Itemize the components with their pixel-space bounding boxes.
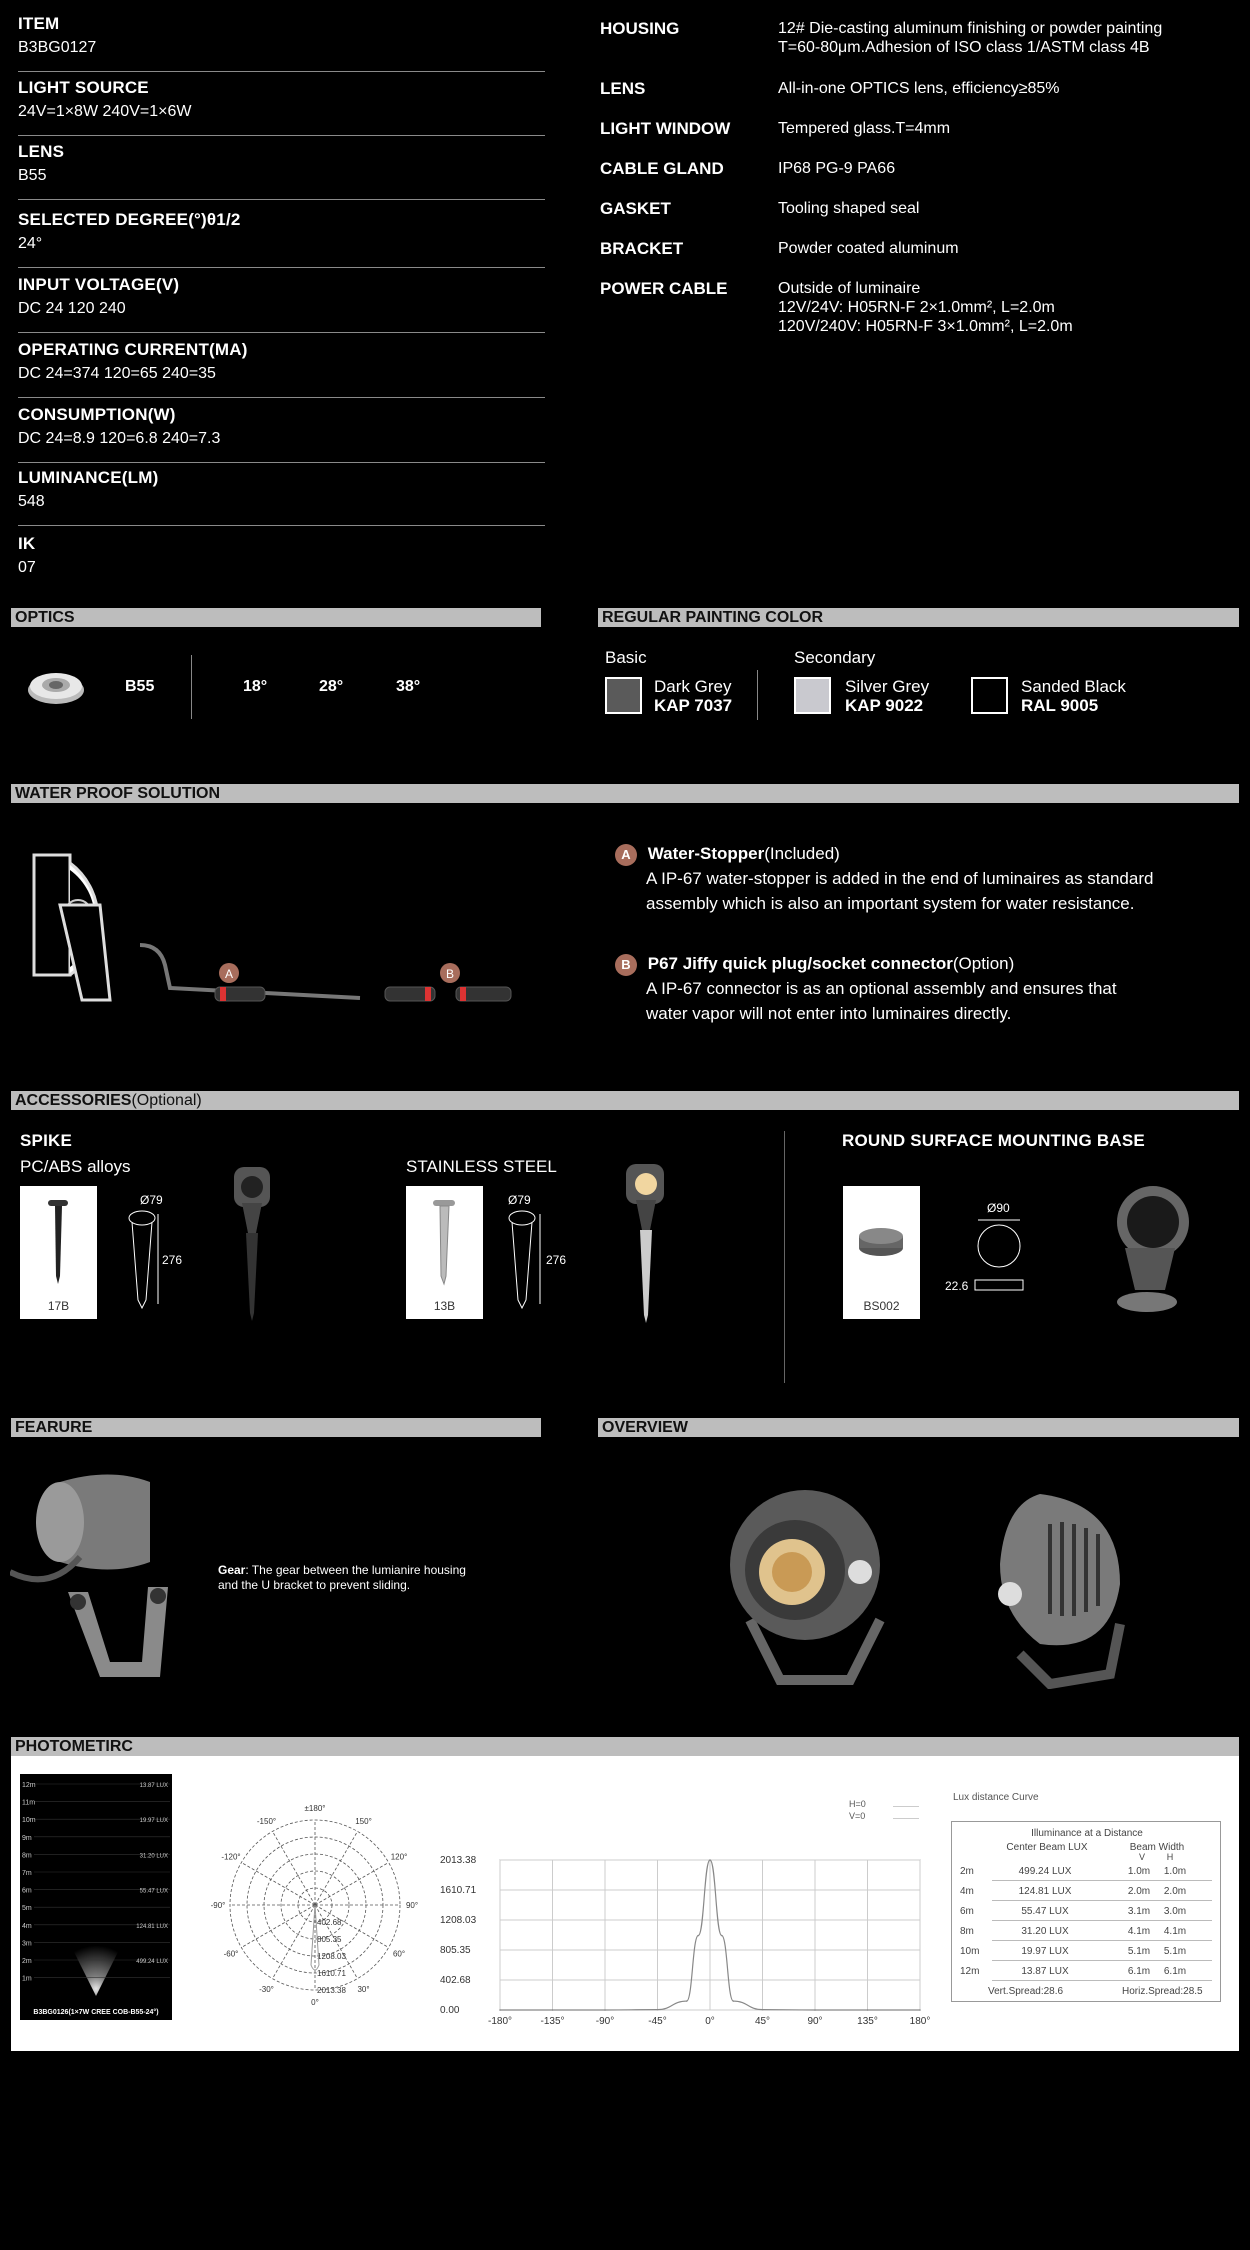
color-swatch-silver-grey [794, 677, 831, 714]
spike-label: SPIKE [20, 1131, 73, 1150]
beam-distance-label: 8m [22, 1852, 32, 1860]
chart-point [721, 1935, 723, 1937]
dimension-text: Ø90 [987, 1201, 1010, 1215]
lux-row-v: 1.0m [1127, 1866, 1151, 1877]
chart-x-tick: 0° [705, 2016, 715, 2025]
water-stopper-desc: assembly which is also an important system for water resistance. [646, 894, 1135, 913]
chart-y-tick: 0.00 [440, 2005, 460, 2016]
color-entry [1021, 677, 1126, 715]
lux-col-h: H [1166, 1852, 1174, 1862]
section-bar-waterproof: WATER PROOF SOLUTION [11, 784, 1239, 803]
material-value-line: 12# Die-casting aluminum finishing or powder painting [778, 20, 1163, 37]
connector-title: P67 Jiffy quick plug/socket connector [647, 954, 953, 973]
lux-row-center: 124.81 LUX [1018, 1886, 1072, 1897]
basic-label: Basic [605, 648, 647, 667]
water-stopper-desc: A IP-67 water-stopper is added in the end of luminaires as standard [646, 869, 1154, 888]
polar-chart [200, 1800, 430, 2010]
polar-angle-label: 120° [390, 1852, 408, 1862]
lux-row-h: 5.1m [1163, 1946, 1187, 1957]
polar-angle-label: 150° [355, 1816, 372, 1826]
material-value: All-in-one OPTICS lens, efficiency≥85% [778, 80, 1060, 97]
gear-label: Gear [218, 1563, 246, 1577]
spec-row-current [18, 340, 545, 398]
optics-angle: 28° [319, 678, 344, 695]
chart-point [919, 2009, 921, 2011]
chart-point [698, 1935, 700, 1937]
material-label: LENS [600, 79, 646, 98]
chart-x-tick: -90° [595, 2016, 615, 2025]
chart-y-tick: 2013.38 [440, 1855, 477, 1866]
polar-angle-label: 90° [405, 1901, 419, 1910]
beam-distance-label: 2m [22, 1958, 32, 1965]
round-base-label: ROUND SURFACE MOUNTING BASE [842, 1131, 1145, 1150]
polar-angle-label: -30° [259, 1985, 274, 1995]
polar-angle-label: ±180° [304, 1804, 326, 1813]
overview-front-image [720, 1480, 890, 1690]
polar-angle-label: -60° [223, 1949, 239, 1959]
spike-17b-card [20, 1186, 97, 1319]
spec-row-light-source [18, 78, 545, 136]
color-name: Sanded Black [1021, 677, 1126, 696]
accessory-code: 17B [47, 1299, 70, 1313]
chart-x-tick: 90° [807, 2016, 823, 2025]
spike-13b-card [406, 1186, 483, 1319]
base-bs002-card [843, 1186, 920, 1319]
section-bar-optics: OPTICS [11, 608, 541, 627]
spec-label: LENS [18, 142, 65, 161]
color-swatch-dark-grey [605, 677, 642, 714]
spec-row-consumption [18, 405, 545, 463]
color-entry [654, 677, 732, 715]
lux-row-center: 499.24 LUX [1018, 1866, 1072, 1877]
spec-row-ik [18, 534, 545, 590]
material-label: LIGHT WINDOW [600, 119, 731, 138]
legend-line [893, 1818, 919, 1819]
color-entry [845, 677, 929, 715]
gear-description [218, 1563, 518, 1593]
beam-distance-label: 5m [22, 1905, 32, 1913]
beam-lux-label: 55.47 LUX [139, 1888, 168, 1895]
polar-value-label: 1208.03 [317, 1952, 346, 1961]
lux-row-h: 1.0m [1163, 1866, 1187, 1877]
beam-distance-label: 3m [22, 1940, 32, 1948]
lux-row-distance: 6m [960, 1906, 974, 1917]
chart-x-tick: 180° [909, 2016, 931, 2025]
polar-angle-label: 0° [311, 1998, 319, 2007]
color-code: KAP 9022 [845, 696, 924, 715]
waterproof-diagram [20, 845, 550, 1015]
material-value-line: Outside of luminaire [778, 280, 921, 297]
water-stopper-title: Water-Stopper [647, 844, 765, 863]
material-label: GASKET [600, 199, 671, 218]
legend-h: H=0 [849, 1799, 866, 1809]
spec-row-item [18, 14, 545, 72]
lux-row-line [992, 1920, 1212, 1921]
lux-row-v: 3.1m [1127, 1906, 1151, 1917]
polar-angle-label: 30° [357, 1985, 370, 1995]
spec-value: DC 24=374 120=65 240=35 [18, 365, 216, 382]
lux-row-distance: 10m [960, 1946, 980, 1957]
optics-angle: 38° [396, 678, 421, 695]
beam-lux-label: 124.81 LUX [136, 1923, 168, 1930]
spec-value: B3BG0127 [18, 39, 97, 56]
chart-point [762, 2009, 764, 2011]
lux-row-line [992, 1900, 1212, 1901]
lux-table-title: Illuminance at a Distance [1031, 1828, 1143, 1839]
callout-a-text: A [224, 967, 234, 981]
legend-line [893, 1806, 919, 1807]
beam-distance-label: 12m [22, 1782, 36, 1789]
secondary-label: Secondary [794, 648, 876, 667]
chart-x-tick: -45° [648, 2016, 667, 2025]
polar-spoke [241, 1863, 315, 1906]
color-swatch-sanded-black [971, 677, 1008, 714]
water-stopper-text [615, 841, 1235, 916]
spike-13b-photo [620, 1160, 676, 1325]
beam-distance-label: 7m [22, 1870, 32, 1877]
chart-point [657, 2009, 659, 2011]
spec-label: SELECTED DEGREE(°)θ1/2 [18, 210, 241, 229]
polar-spoke [241, 1905, 315, 1948]
chart-point [867, 2009, 869, 2011]
material-label: CABLE GLAND [600, 159, 724, 178]
polar-spoke [273, 1905, 316, 1979]
spike-13b-drawing [502, 1190, 582, 1310]
spec-value: DC 24 120 240 [18, 300, 126, 317]
callout-b-badge: B [615, 954, 637, 976]
spec-row-voltage [18, 275, 545, 333]
polar-value-label: 2013.38 [317, 1986, 346, 1995]
beam-distance-label: 11m [22, 1799, 36, 1807]
material-value: Tempered glass.T=4mm [778, 120, 951, 137]
spec-label: INPUT VOLTAGE(V) [18, 275, 180, 294]
material-value [778, 279, 1073, 336]
horiz-spread: Horiz.Spread:28.5 [1122, 1986, 1203, 1997]
polar-value-label: 805.35 [317, 1935, 342, 1944]
lux-row-distance: 2m [960, 1866, 974, 1877]
chart-y-tick: 805.35 [440, 1945, 471, 1956]
material-value-line: 120V/240V: H05RN-F 3×1.0mm², L=2.0m [778, 318, 1073, 335]
accessories-optional: (Optional) [131, 1092, 202, 1109]
spec-row-luminance [18, 468, 545, 526]
divider [757, 670, 758, 720]
chart-y-tick: 402.68 [440, 1975, 471, 1986]
vert-spread: Vert.Spread:28.6 [988, 1986, 1064, 1997]
beam-lux-label: 31.20 LUX [139, 1853, 168, 1860]
spec-value: 24° [18, 235, 43, 252]
lux-row-h: 2.0m [1163, 1886, 1187, 1897]
spec-label: CONSUMPTION(W) [18, 405, 176, 424]
dimension-text: 276 [546, 1253, 567, 1267]
connector-desc: water vapor will not enter into luminaires directly. [646, 1004, 1012, 1023]
pc-label: PC/ABS alloys [20, 1157, 131, 1176]
chart-x-tick: 135° [857, 2016, 878, 2025]
lux-row-distance: 8m [960, 1926, 974, 1937]
feature-gear-image [10, 1462, 170, 1692]
material-value-line: 12V/24V: H05RN-F 2×1.0mm², L=2.0m [778, 299, 1055, 316]
section-bar-photometric: PHOTOMETIRC [11, 1737, 1239, 1756]
spec-value: B55 [18, 167, 47, 184]
divider [191, 655, 192, 719]
lux-row-line [992, 1940, 1212, 1941]
spec-label: ITEM [18, 14, 60, 33]
section-bar-overview: OVERVIEW [598, 1418, 1239, 1437]
lux-col-beam: Beam Width [1129, 1842, 1185, 1853]
lux-row-line [992, 1880, 1212, 1881]
spike-17b-drawing [118, 1190, 198, 1310]
polar-angle-label: -90° [210, 1901, 226, 1910]
accessory-code: 13B [433, 1299, 456, 1313]
chart-point [686, 2000, 688, 2002]
connector-text [615, 951, 1235, 1026]
polar-spoke [315, 1831, 358, 1905]
lux-row-center: 19.97 LUX [1021, 1946, 1069, 1957]
beam-caption: B3BG0126(1×7W CREE COB-B55-24°) [33, 2009, 159, 2016]
polar-spoke [315, 1863, 389, 1906]
connector-desc: A IP-67 connector is as an optional assembly and ensures that [646, 979, 1117, 998]
base-photo [1095, 1178, 1195, 1320]
lux-table [951, 1821, 1221, 2002]
gear-text: : The gear between the lumianire housing [245, 1563, 466, 1577]
chart-point [709, 1859, 711, 1861]
lux-row-line [992, 1980, 1212, 1981]
dimension-text: Ø79 [140, 1193, 163, 1207]
lux-curve-title: Lux distance Curve [953, 1792, 1039, 1803]
beam-distance-label: 1m [22, 1975, 32, 1983]
material-value [778, 19, 1162, 57]
overview-back-image [980, 1484, 1130, 1689]
chart-x-tick: -180° [487, 2016, 513, 2025]
beam-lux-label: 19.97 LUX [139, 1818, 168, 1825]
beam-distance-label: 10m [22, 1817, 36, 1825]
steel-label: STAINLESS STEEL [406, 1157, 557, 1176]
dimension-text: Ø79 [508, 1193, 531, 1207]
lux-col-center: Center Beam LUX [1006, 1842, 1088, 1853]
lux-row-h: 6.1m [1163, 1966, 1187, 1977]
lux-row-distance: 12m [960, 1966, 980, 1977]
polar-value-label: 1610.71 [317, 1969, 346, 1978]
lux-row-v: 4.1m [1127, 1926, 1151, 1937]
lux-row-center: 31.20 LUX [1021, 1926, 1069, 1937]
intensity-chart [440, 1845, 940, 2025]
chart-y-tick: 1610.71 [440, 1885, 477, 1896]
dimension-text: 22.6 [945, 1279, 969, 1293]
beam-distance-image [20, 1774, 172, 2020]
polar-angle-label: -120° [221, 1852, 241, 1862]
color-name: Silver Grey [845, 677, 930, 696]
material-value-line: T=60-80μm.Adhesion of ISO class 1/ASTM class 4B [778, 39, 1150, 56]
gear-text: and the U bracket to prevent sliding. [218, 1578, 411, 1592]
polar-value-label: 402.68 [317, 1918, 342, 1927]
callout-b-text: B [445, 967, 455, 981]
lux-row-v: 5.1m [1127, 1946, 1151, 1957]
lux-row-center: 55.47 LUX [1021, 1906, 1069, 1917]
spec-value: 548 [18, 493, 45, 510]
polar-angle-label: 60° [392, 1949, 406, 1959]
spike-17b-photo [226, 1163, 282, 1323]
spec-value: 07 [18, 559, 36, 576]
spec-row-degree [18, 210, 545, 268]
material-value: IP68 PG-9 PA66 [778, 160, 896, 177]
material-label: POWER CABLE [600, 279, 728, 298]
material-label: BRACKET [600, 239, 684, 258]
lux-row-v: 2.0m [1127, 1886, 1151, 1897]
spec-label: LUMINANCE(LM) [18, 468, 159, 487]
callout-a-badge: A [615, 844, 637, 866]
chart-point [604, 2009, 606, 2011]
chart-point [814, 2009, 816, 2011]
divider [784, 1131, 785, 1383]
legend-v: V=0 [849, 1811, 866, 1821]
chart-y-tick: 1208.03 [440, 1915, 477, 1926]
material-label: HOUSING [600, 19, 680, 38]
material-value: Tooling shaped seal [778, 200, 920, 217]
section-bar-accessories [11, 1091, 1239, 1110]
lux-row-v: 6.1m [1127, 1966, 1151, 1977]
optics-lens-label: B55 [125, 678, 155, 695]
spec-label: IK [18, 534, 36, 553]
chart-point [499, 2009, 501, 2011]
beam-lux-label: 499.24 LUX [136, 1959, 168, 1965]
material-value: Powder coated aluminum [778, 240, 959, 257]
polar-spoke [273, 1831, 316, 1905]
chart-x-tick: -135° [540, 2016, 565, 2025]
beam-distance-label: 9m [22, 1834, 32, 1842]
connector-note: (Option) [952, 954, 1015, 973]
dimension-text: 276 [162, 1253, 183, 1267]
beam-distance-label: 4m [22, 1922, 32, 1930]
color-name: Dark Grey [654, 677, 732, 696]
chart-x-tick: 45° [754, 2016, 771, 2025]
optics-angle: 18° [243, 678, 268, 695]
base-drawing [945, 1200, 1035, 1300]
beam-lux-label: 13.87 LUX [139, 1783, 168, 1789]
spec-value: 24V=1×8W 240V=1×6W [18, 103, 192, 120]
accessory-code: BS002 [863, 1299, 900, 1313]
lux-col-v: V [1138, 1852, 1145, 1862]
spec-label: OPERATING CURRENT(MA) [18, 340, 248, 359]
lux-row-h: 4.1m [1163, 1926, 1187, 1937]
spec-row-lens [18, 142, 545, 200]
spec-label: LIGHT SOURCE [18, 78, 149, 97]
section-bar-painting: REGULAR PAINTING COLOR [598, 608, 1239, 627]
lux-row-line [992, 1960, 1212, 1961]
lux-row-h: 3.0m [1163, 1906, 1187, 1917]
lens-image [26, 664, 86, 708]
chart-point [552, 2009, 554, 2011]
chart-point [733, 2000, 735, 2002]
color-code: KAP 7037 [654, 696, 733, 715]
color-code: RAL 9005 [1021, 696, 1099, 715]
section-bar-feature: FEARURE [11, 1418, 541, 1437]
spec-value: DC 24=8.9 120=6.8 240=7.3 [18, 430, 221, 447]
beam-distance-label: 6m [22, 1887, 32, 1895]
polar-angle-label: -150° [256, 1816, 277, 1826]
lux-row-center: 13.87 LUX [1021, 1966, 1069, 1977]
accessories-title: ACCESSORIES [15, 1092, 132, 1109]
lux-row-distance: 4m [960, 1886, 974, 1897]
water-stopper-note: (Included) [764, 844, 840, 863]
